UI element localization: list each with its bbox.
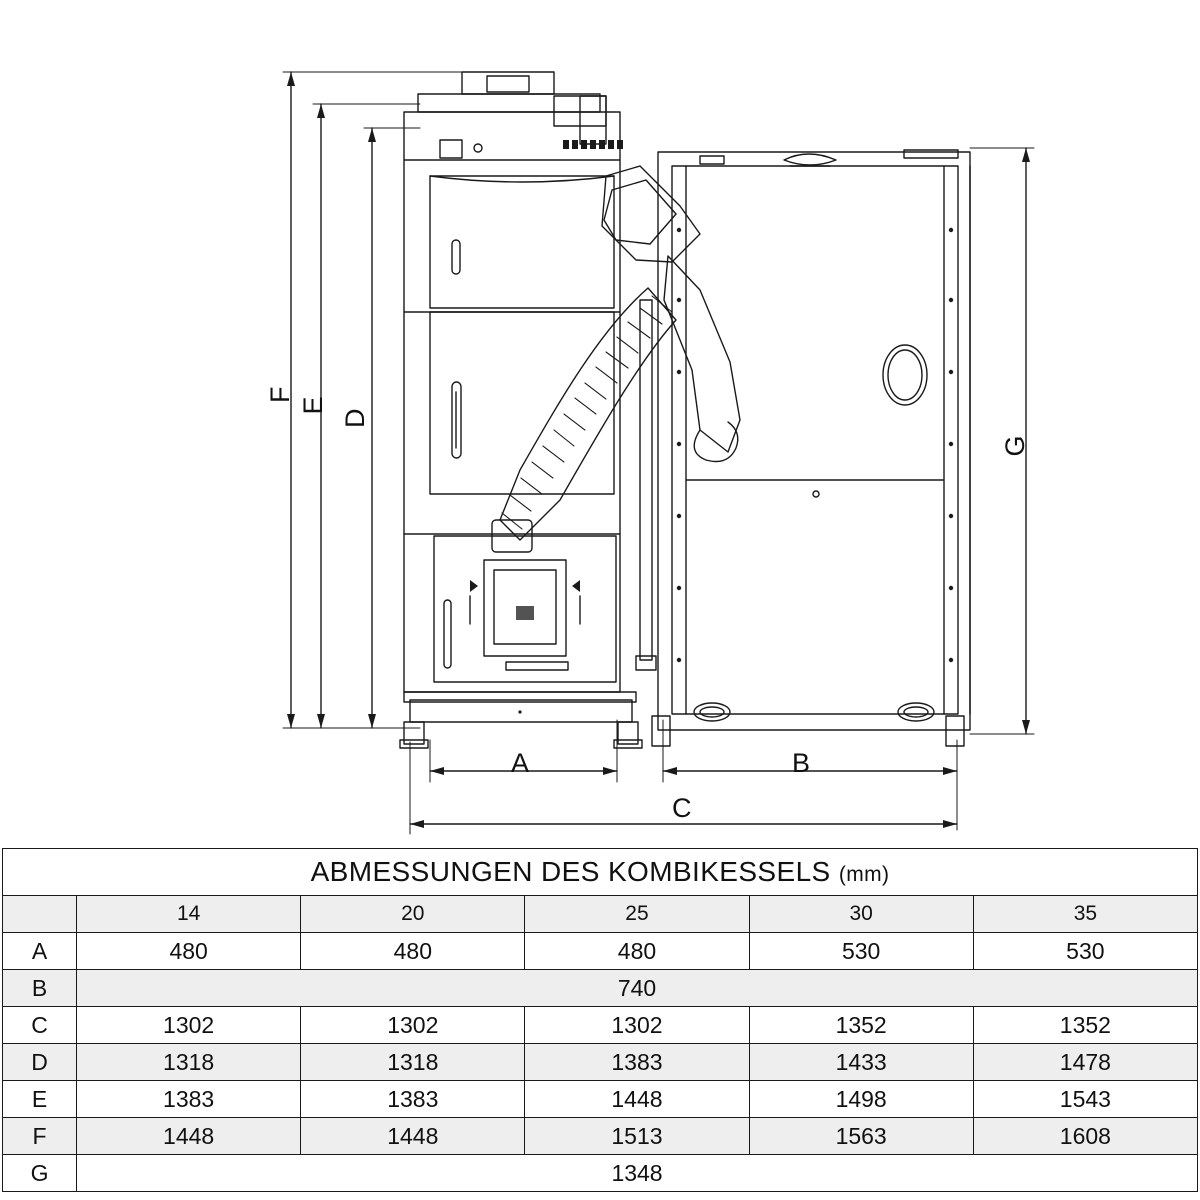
cell-f-20: 1448 [301,1118,525,1155]
column-header-35: 35 [973,896,1197,933]
dimension-label-b: B [792,748,811,778]
cell-f-14: 1448 [77,1118,301,1155]
row-label-d: D [3,1044,77,1081]
cell-c-30: 1352 [749,1007,973,1044]
cell-c-14: 1302 [77,1007,301,1044]
column-header-30: 30 [749,896,973,933]
cell-f-30: 1563 [749,1118,973,1155]
cell-b-all: 740 [77,970,1198,1007]
dimension-label-f: F [265,386,295,403]
cell-d-25: 1383 [525,1044,749,1081]
cell-a-25: 480 [525,933,749,970]
cell-e-30: 1498 [749,1081,973,1118]
cell-g-all: 1348 [77,1155,1198,1192]
column-header-25: 25 [525,896,749,933]
dimensions-table-wrapper [2,848,1198,1192]
cell-e-20: 1383 [301,1081,525,1118]
cell-d-30: 1433 [749,1044,973,1081]
cell-e-25: 1448 [525,1081,749,1118]
table-header-row [3,896,1198,933]
row-label-g: G [3,1155,77,1192]
cell-f-25: 1513 [525,1118,749,1155]
table-row [3,1044,1198,1081]
cell-d-35: 1478 [973,1044,1197,1081]
dimension-label-e: E [298,396,328,415]
table-row [3,933,1198,970]
table-row [3,1118,1198,1155]
row-label-b: B [3,970,77,1007]
table-title-row [3,849,1198,896]
dimension-label-g: G [1000,435,1030,457]
cell-e-14: 1383 [77,1081,301,1118]
table-row [3,1155,1198,1192]
cell-d-14: 1318 [77,1044,301,1081]
cell-a-14: 480 [77,933,301,970]
table-title-unit: (mm) [838,863,890,886]
table-title-text: ABMESSUNGEN DES KOMBIKESSELS [310,856,831,887]
cell-e-35: 1543 [973,1081,1197,1118]
row-label-a: A [3,933,77,970]
dimension-label-a: A [511,748,530,778]
column-header-14: 14 [77,896,301,933]
table-row [3,1081,1198,1118]
row-label-f: F [3,1118,77,1155]
row-label-e: E [3,1081,77,1118]
dimension-label-d: D [340,408,370,428]
cell-a-20: 480 [301,933,525,970]
cell-c-35: 1352 [973,1007,1197,1044]
cell-c-20: 1302 [301,1007,525,1044]
cell-a-30: 530 [749,933,973,970]
cell-a-35: 530 [973,933,1197,970]
cell-f-35: 1608 [973,1118,1197,1155]
column-header-20: 20 [301,896,525,933]
table-title [3,849,1198,896]
dimension-label-c: C [672,793,692,823]
table-row [3,1007,1198,1044]
header-corner-cell [3,896,77,933]
dimensions-table [2,848,1198,1192]
row-label-c: C [3,1007,77,1044]
cell-c-25: 1302 [525,1007,749,1044]
cell-d-20: 1318 [301,1044,525,1081]
table-row [3,970,1198,1007]
